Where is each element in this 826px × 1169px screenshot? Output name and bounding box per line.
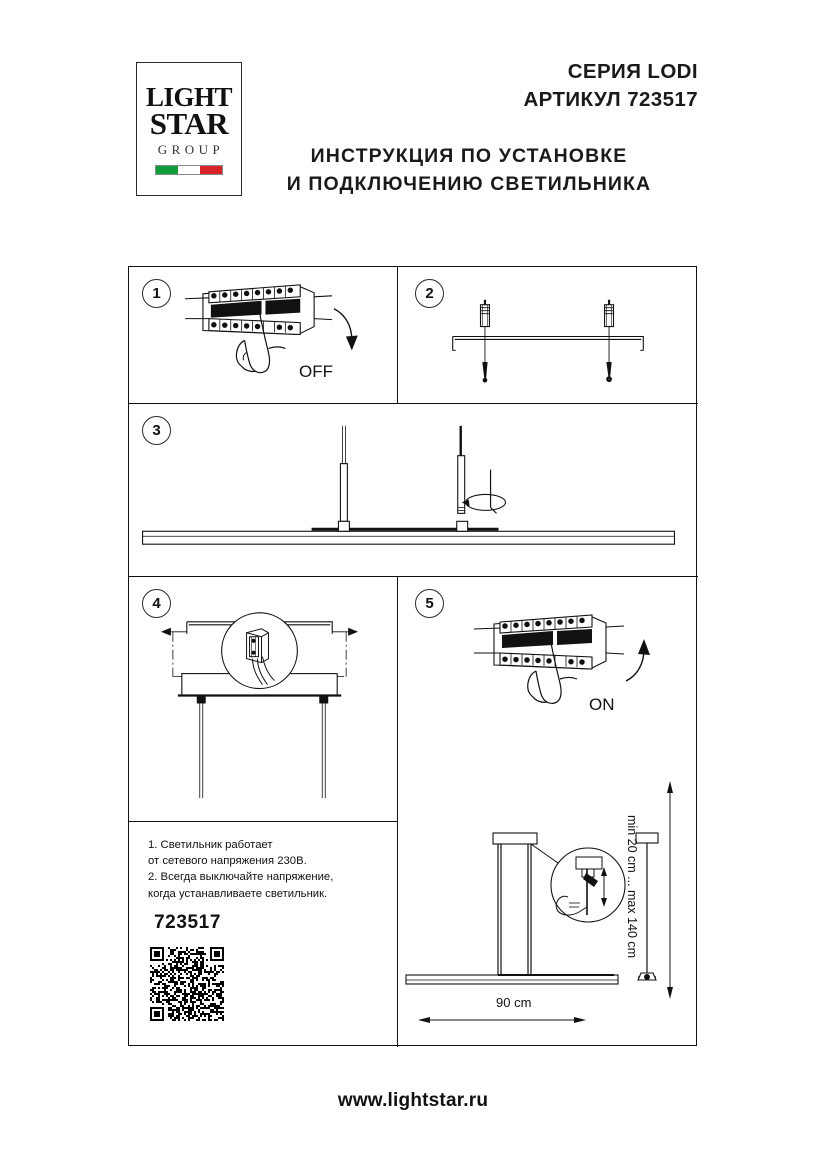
note-line-3: 2. Всегда выключайте напряжение, xyxy=(148,871,334,884)
breaker-on-illustration xyxy=(398,577,698,737)
article-code: 723517 xyxy=(154,912,222,933)
dimension-drawing xyxy=(398,737,698,1047)
notes-panel xyxy=(129,822,398,1047)
logo-line-star: STAR xyxy=(149,106,229,142)
step-panel-1 xyxy=(129,267,398,404)
instruction-panel-grid xyxy=(128,266,697,1046)
note-line-2: от сетевого напряжения 230В. xyxy=(148,855,307,868)
step-panel-2 xyxy=(398,267,698,404)
breaker-off-illustration xyxy=(129,267,397,403)
flag-stripe-green xyxy=(156,166,178,174)
italian-flag-icon xyxy=(155,165,223,175)
step-number-badge-5: 5 xyxy=(415,589,444,618)
article-label: АРТИКУЛ 723517 xyxy=(523,87,698,111)
note-line-1: 1. Светильник работает xyxy=(148,839,273,851)
safety-notes xyxy=(148,837,383,902)
step-panel-5 xyxy=(398,577,698,737)
dimensions-panel xyxy=(398,737,698,1047)
step-number-badge-3: 3 xyxy=(142,416,171,445)
step-number-badge-1: 1 xyxy=(142,279,171,308)
brand-logo xyxy=(136,62,242,196)
document-title xyxy=(240,142,698,199)
step-1-caption: OFF xyxy=(299,362,333,381)
qr-code-canvas xyxy=(150,947,224,1021)
logo-line-group: GROUP xyxy=(157,141,225,157)
flag-stripe-red xyxy=(200,166,222,174)
step-number-badge-4: 4 xyxy=(142,589,171,618)
website-url: www.lightstar.ru xyxy=(337,1090,489,1111)
document-footer xyxy=(0,1090,826,1112)
step-panel-3 xyxy=(129,404,698,577)
step-panel-4 xyxy=(129,577,398,822)
terminal-connection-illustration xyxy=(129,577,397,821)
suspension-cable-illustration xyxy=(129,404,698,576)
title-line-1: ИНСТРУКЦИЯ ПО УСТАНОВКЕ xyxy=(310,145,628,167)
series-label: СЕРИЯ LODI xyxy=(567,60,698,83)
title-line-2: И ПОДКЛЮЧЕНИЮ СВЕТИЛЬНИКА xyxy=(286,173,652,196)
width-dimension-label: 90 cm xyxy=(496,995,532,1010)
mounting-bar-illustration xyxy=(398,267,698,403)
height-dimension-label: min 20 cm ... max 140 cm xyxy=(625,815,639,959)
note-line-4: когда устанавливаете светильник. xyxy=(148,887,328,900)
document-header xyxy=(0,0,826,240)
step-5-caption: ON xyxy=(589,695,615,714)
flag-stripe-white xyxy=(178,166,200,174)
qr-code xyxy=(150,947,224,1021)
step-number-badge-2: 2 xyxy=(415,279,444,308)
header-product-info xyxy=(240,58,698,113)
logo-line-light: LIGHT xyxy=(145,82,233,113)
